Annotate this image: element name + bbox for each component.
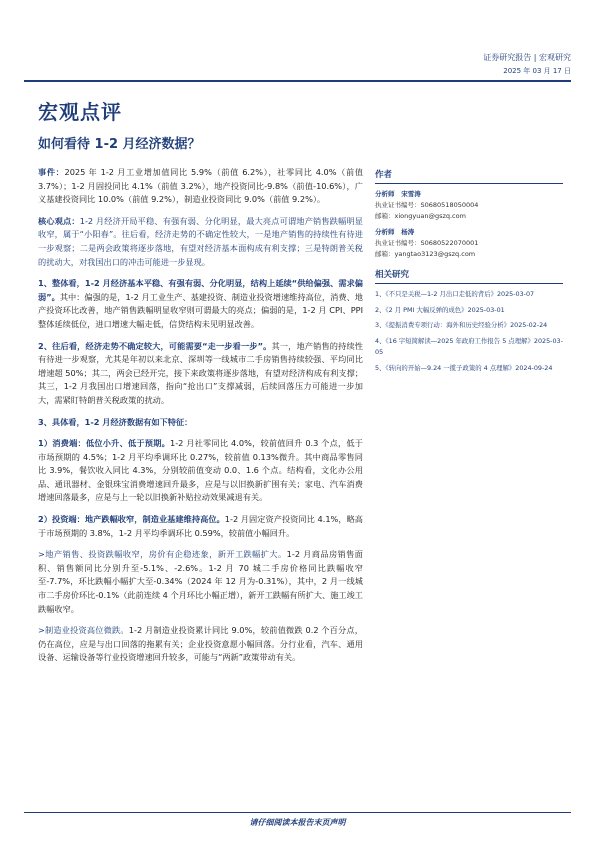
paragraph-lead: 2、往后看，经济走势不确定较大，可能需要“走一步看一步”。	[38, 340, 272, 351]
report-title: 如何看待 1-2 月经济数据？	[38, 137, 201, 152]
paragraph-lead: 核心观点：	[38, 215, 80, 226]
paragraph-text: 1-2 月固定资产投资同比 4.1%，略高于市场预期的 3.8%，1-2 月平均季调环比 0.59%，较前值小幅回升。	[38, 514, 363, 538]
paragraph-lead: >地产销售、投资跌幅收窄，房价有企稳迹象，新开工跌幅扩大。	[38, 549, 287, 560]
paragraph-text: 2025 年 1-2 月工业增加值同比 5.9%（前值 6.2%），社零同比 4.0%（前值 3.7%）；1-2 月固投同比 4.1%（前值 3.2%），地产投资同比-9.8%（前值-10.6%），广义基建投资同比 10.0%（前值 9.2%），制造业投资同比 9.0%（前值 9.2%）。	[38, 167, 363, 205]
paragraph-lead: 1）消费端：低位小升、低于预期。	[38, 438, 171, 449]
header-divider	[24, 80, 571, 82]
analyst-card	[375, 189, 563, 222]
paragraph-investment	[38, 513, 363, 540]
analyst-email[interactable]: 邮箱：xiongyuan@gszq.com	[375, 212, 466, 220]
footer-disclaimer: 请仔细阅读本报告末页声明	[249, 818, 346, 827]
paragraph-lead: 2）投资端：地产跌幅收窄，制造业基建维持高位。	[38, 514, 225, 525]
author-section-title: 作者	[375, 168, 563, 184]
paragraph-text: 其一，地产销售的持续性有待进一步观察，尤其是年初以来北京、深圳等一线城市二手房销售持续较强、平均同比增速超 50%；其二，两会已经开完，接下来政策将逐步落地，有望对经济构成有利支撑；其三，1-2 月我国出口增速回落，指向“抢出口”支撑减弱，后续回落压力可能进一步加大，需紧盯特朗普关税政策的扰动。	[38, 340, 363, 405]
paragraph-event	[38, 166, 363, 207]
report-date: 2025 年 03 月 17 日	[503, 67, 571, 75]
related-report-link[interactable]: 5、《转向的开始—9.24 一揽子政策的 4 点理解》2024-09-24	[375, 363, 553, 372]
analyst-license: 执业证书编号：S0680522070001	[375, 239, 479, 247]
paragraph-consumption	[38, 437, 363, 505]
paragraph-text: 1-2 月经济开局平稳、有强有弱、分化明显，最大亮点可谓地产销售跌幅明显收窄，属于“小阳春”。往后看，经济走势的不确定性较大，一是地产销售的持续性有待进一步观察；二是两会政策将逐步落地，有望对经济基本面构成有利支撑；三是特朗普关税的扰动大，对我国出口的冲击可能进一步显现。	[38, 215, 363, 267]
paragraph-text: 1-2 月商品房销售面积、销售额同比分别升至-5.1%、-2.6%。1-2 月 70 城二手房价格同比跌幅收窄至-7.7%，环比跌幅小幅扩大至-0.34%（2024 年 12 月为-0.31%），其中，2 月一线城市二手房价环比-0.1%（此前连续 4 个月环比小幅正增），新开工跌幅有所扩大、施工竣工跌幅收窄。	[38, 549, 363, 614]
paragraph-lead: >制造业投资高位微跌。	[38, 625, 129, 636]
report-type: 宏观点评	[38, 100, 122, 124]
footer-divider	[24, 812, 571, 813]
analyst-email[interactable]: 邮箱：yangtao3123@gszq.com	[375, 250, 476, 258]
paragraph-lead: 3、具体看，1-2 月经济数据有如下特征：	[38, 416, 193, 427]
analyst-name: 宋雪涛	[401, 190, 421, 198]
paragraph-text: 1-2 月社零同比 4.0%，较前值回升 0.3 个点，低于市场预期的 4.5%；1-2 月平均季调环比 0.27%，较前值 0.13%微升。其中商品零售同比 3.9%，餐饮收入同比 4.3%，分别较前值变动 0.0、1.6 个点。结构看，文化办公用品、通讯器材、金银珠宝消费增速回升最多，应是与以旧换新扩围有关；家电、汽车消费增速回落最多，应是与上一轮以旧换新补贴拉动效果减退有关。	[38, 438, 363, 503]
paragraph-core-view	[38, 215, 363, 269]
related-report-link[interactable]: 4、《16 字短简解读—2025 年政府工作报告 5 点理解》2025-03-05	[375, 336, 563, 356]
main-body	[38, 166, 363, 673]
sidebar	[375, 168, 563, 378]
analyst-name: 杨涛	[401, 228, 415, 236]
paragraph-lead: 事件：	[38, 167, 65, 177]
paragraph-manufacturing	[38, 624, 363, 665]
analyst-license: 执业证书编号：S0680518050004	[375, 201, 479, 209]
paragraph-property	[38, 548, 363, 616]
paragraph-details-heading	[38, 416, 363, 430]
related-section-title: 相关研究	[375, 268, 563, 284]
report-category: 证券研究报告 | 宏观研究	[483, 53, 571, 62]
analyst-role: 分析师	[375, 190, 395, 198]
paragraph-text: 1-2 月制造业投资累计同比 9.0%，较前值微跌 0.2 个百分点，仍在高位，应是与出口回落的拖累有关；企业投资意愿小幅回落。分行业看，汽车、通用设备、运输设备等行业投资增速回升较多，可能与“两新”政策带动有关。	[38, 625, 363, 663]
paragraph-lead: 1、整体看，1-2 月经济基本平稳、有强有弱、分化明显，结构上延续“供给偏强、需求偏弱”。	[38, 278, 363, 302]
paragraph-overall	[38, 277, 363, 331]
analyst-role: 分析师	[375, 228, 395, 236]
analyst-card	[375, 227, 563, 260]
related-report-link[interactable]: 1、《不只是关税—1-2 月出口走低的背后》2025-03-07	[375, 290, 535, 298]
paragraph-text: 其中：偏强的是，1-2 月工业生产、基建投资、制造业投资增速维持高位，消费、地产投资环比改善，地产销售跌幅明显收窄则可谓最大的亮点；偏弱的是，1-2 月 CPI、PPI 整体延续低位，进口增速大幅走低，信贷结构未见明显改善。	[38, 291, 363, 329]
paragraph-outlook	[38, 340, 363, 408]
related-report-link[interactable]: 2、《2 月 PMI 大幅反弹的成色》2025-03-01	[375, 305, 505, 314]
related-report-link[interactable]: 3、《提振消费专项行动：海外和历史经验分析》2025-02-24	[375, 321, 548, 329]
